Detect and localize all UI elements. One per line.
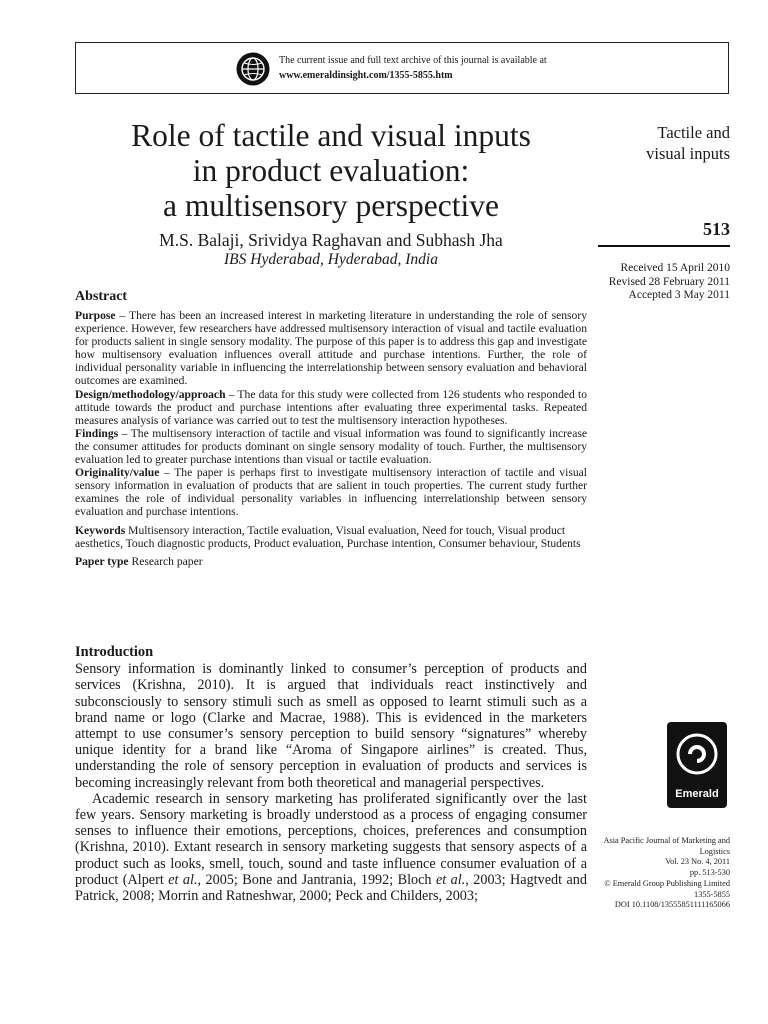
author-list: M.S. Balaji, Srividya Raghavan and Subhash Jha <box>159 230 503 250</box>
margin-rule <box>598 245 730 247</box>
availability-note <box>279 53 547 83</box>
running-head-line-2: visual inputs <box>646 144 730 163</box>
emerald-logo-text: Emerald <box>675 788 719 800</box>
keywords-text: Multisensory interaction, Tactile evaluation, Visual evaluation, Need for touch, Visual product aesthetics, Touch diagnostic products, Product evaluation, Purchase intention, Consumer behaviour, Students <box>75 523 581 550</box>
para2-part-c: , 2003; Hagtvedt and Patrick, 2008; Morrin and Ratneshwar, 2000; Peck and Childers, 2003; <box>75 871 587 905</box>
keywords-label: Keywords <box>75 523 126 537</box>
purpose-label: Purpose <box>75 309 116 322</box>
abstract-purpose <box>75 309 587 388</box>
journal-pages: pp. 513-530 <box>689 868 730 878</box>
emerald-publisher-logo <box>667 722 727 808</box>
abstract-findings <box>75 427 587 466</box>
abstract-design <box>75 388 587 427</box>
emerald-globe-icon <box>236 52 270 86</box>
title-line-1: Role of tactile and visual inputs <box>131 118 531 153</box>
running-head-line-1: Tactile and <box>657 123 730 142</box>
abstract-heading: Abstract <box>75 289 128 304</box>
findings-text: – The multisensory interaction of tactile and visual information was found to significantly increase the consumer attitudes for products dominant on single sensory modality of touch. Further, the multisensory evaluation led to greater purchase intentions than visual or tactile evaluation. <box>75 426 587 467</box>
purpose-text: – There has been an increased interest in marketing literature in understanding the role of sensory experience. However, few researchers have addressed multisensory interaction of visual and tactile evaluation for products salient in single sensory modality. The purpose of this paper is to address this gap and investigate how multisensory evaluation influences overall attitude and purchase intentions. Further, the role of individual personality variable in influencing the interrelationship between sensory evaluation and behavioral outcomes are examined. <box>75 309 587 388</box>
journal-copyright: © Emerald Group Publishing Limited <box>604 878 730 888</box>
introduction-heading: Introduction <box>75 644 154 660</box>
abstract-section <box>75 288 587 568</box>
revised-date: Revised 28 February 2011 <box>608 275 730 288</box>
journal-name-line-2: Logistics <box>699 846 730 856</box>
design-label: Design/methodology/approach <box>75 387 226 401</box>
paper-type-label: Paper type <box>75 554 129 568</box>
emerald-e-icon <box>675 732 719 776</box>
design-text: – The data for this study were collected from 126 students who responded to attitude towards the product and purchase intentions after evaluating three experimental tasks. Repeated measures analysis of variance was carried out to test the multisensory interaction hypotheses. <box>75 387 587 427</box>
availability-line: The current issue and full text archive of this journal is available at <box>279 55 547 66</box>
article-title <box>76 118 586 223</box>
abstract-paper-type <box>75 555 587 568</box>
accepted-date: Accepted 3 May 2011 <box>628 289 730 301</box>
journal-url-link[interactable]: www.emeraldinsight.com/1355-5855.htm <box>279 70 453 81</box>
submission-dates <box>590 262 730 303</box>
intro-paragraph-1: Sensory information is dominantly linked to consumer’s perception of products and services (Krishna, 2010). It is argued that individuals react instinctively and subconsciously to sensory stimuli such as smell as opposed to learnt stimuli such as a brand name or logo (Clarke and Macrae, 1988). This is evidenced in the marketers attempt to use consumer’s sensory perception to build sensory “signatures” whereby unique identity for a brand like “Aroma of Singapore airlines” is created. Thus, understanding the role of sensory perception in evaluation of products and services is becoming increasingly relevant from both theoretical and managerial perspectives. <box>75 661 587 791</box>
journal-volume: Vol. 23 No. 4, 2011 <box>665 857 730 867</box>
journal-availability-box <box>75 42 729 94</box>
journal-issn: 1355-5855 <box>694 889 730 899</box>
abstract-keywords <box>75 524 587 550</box>
et-al-2: et al. <box>435 871 466 888</box>
title-line-2: in product evaluation: <box>192 153 470 188</box>
author-affiliation: IBS Hyderabad, Hyderabad, India <box>224 251 438 268</box>
findings-label: Findings <box>75 426 119 440</box>
para2-part-a: Academic research in sensory marketing has proliferated significantly over the last few years. Sensory marketing is broadly understood as a process of engaging consumer senses to influence their emotions, perceptions, choices, preferences and consumption (Krishna, 2010). Extant research in sensory marketing suggests that sensory aspects of a product such as looks, smell, touch, sound and taste influence consumer evaluation of a product (Alpert <box>75 790 587 888</box>
title-line-3: a multisensory perspective <box>163 188 499 223</box>
running-head <box>598 122 730 164</box>
abstract-originality <box>75 466 587 518</box>
journal-citation-info <box>592 836 730 911</box>
introduction-section <box>75 644 587 904</box>
originality-label: Originality/value <box>75 466 160 480</box>
journal-doi: DOI 10.1108/13555851111165066 <box>614 900 730 910</box>
originality-text: – The paper is perhaps first to investigate multisensory interaction of tactile and visual sensory information in evaluation of products that are salient in touch properties. The current study further examines the role of individual personality variables in influencing interrelationship between sensory evaluation and purchase intentions. <box>75 466 587 519</box>
intro-paragraph-2 <box>75 791 587 904</box>
paper-type-text: Research paper <box>128 554 203 568</box>
journal-name-line-1: Asia Pacific Journal of Marketing and <box>603 836 730 845</box>
page-number: 513 <box>703 219 730 239</box>
received-date: Received 15 April 2010 <box>620 262 730 274</box>
para2-part-b: , 2005; Bone and Jantrania, 1992; Bloch <box>197 871 436 888</box>
et-al-1: et al. <box>168 871 198 888</box>
